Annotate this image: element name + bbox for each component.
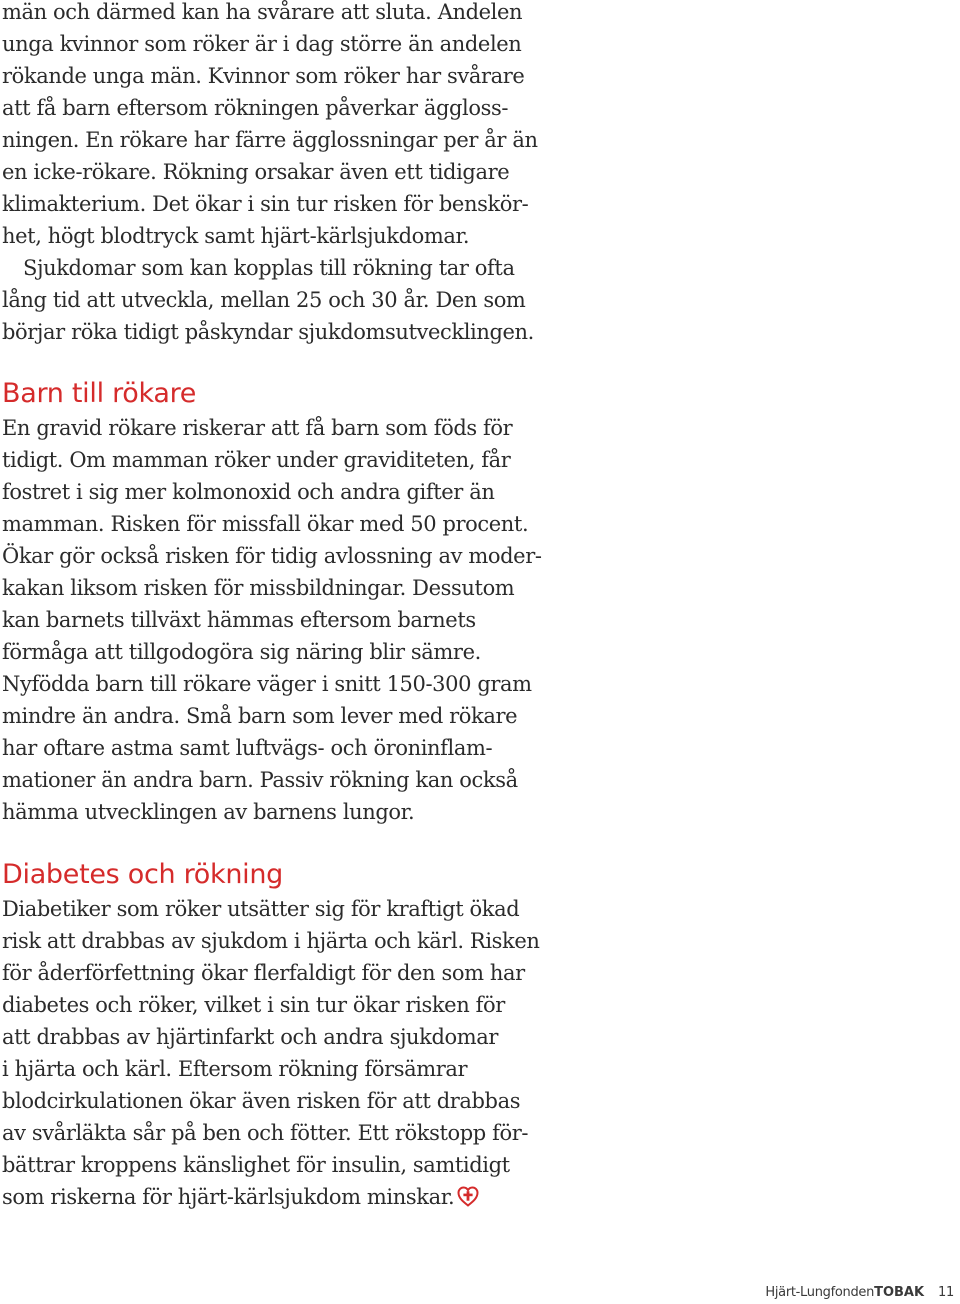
text-line: att drabbas av hjärtinfarkt och andra sjukdomar bbox=[2, 1025, 499, 1049]
text-line: ningen. En rökare har färre ägglossningar per år än bbox=[2, 128, 538, 152]
footer-organization: Hjärt-Lungfonden bbox=[765, 1285, 875, 1300]
text-line: av svårläkta sår på ben och fötter. Ett rökstopp för- bbox=[2, 1121, 529, 1145]
text-line: mamman. Risken för missfall ökar med 50 procent. bbox=[2, 512, 529, 536]
page-footer bbox=[765, 1284, 954, 1302]
children-paragraph bbox=[2, 412, 562, 828]
text-line-content: som riskerna för hjärt-kärlsjukdom minskar. bbox=[2, 1185, 455, 1209]
intro-paragraph bbox=[2, 0, 562, 348]
text-line: risk att drabbas av sjukdom i hjärta och kärl. Risken bbox=[2, 929, 540, 953]
text-line: bättrar kroppens känslighet för insulin, samtidigt bbox=[2, 1153, 510, 1177]
text-line: lång tid att utveckla, mellan 25 och 30 år. Den som bbox=[2, 288, 526, 312]
text-line: blodcirkulationen ökar även risken för att drabbas bbox=[2, 1089, 521, 1113]
text-line: Nyfödda barn till rökare väger i snitt 150-300 gram bbox=[2, 672, 532, 696]
heart-cross-logo-icon bbox=[457, 1184, 479, 1216]
text-line: Diabetiker som röker utsätter sig för kraftigt ökad bbox=[2, 897, 520, 921]
text-line: har oftare astma samt luftvägs- och öroninflam- bbox=[2, 736, 493, 760]
text-line: börjar röka tidigt påskyndar sjukdomsutvecklingen. bbox=[2, 320, 534, 344]
text-line: En gravid rökare riskerar att få barn som föds för bbox=[2, 416, 513, 440]
text-line: Sjukdomar som kan kopplas till rökning tar ofta bbox=[23, 256, 515, 280]
text-line: för åderförfettning ökar flerfaldigt för den som har bbox=[2, 961, 525, 985]
text-line: mationer än andra barn. Passiv rökning kan också bbox=[2, 768, 518, 792]
diabetes-paragraph bbox=[2, 893, 562, 1216]
text-line: hämma utvecklingen av barnens lungor. bbox=[2, 800, 415, 824]
text-line: Ökar gör också risken för tidig avlossning av moder- bbox=[2, 544, 542, 568]
text-line-last bbox=[2, 1181, 562, 1216]
text-line: i hjärta och kärl. Eftersom rökning försämrar bbox=[2, 1057, 468, 1081]
text-line: kakan liksom risken för missbildningar. Dessutom bbox=[2, 576, 515, 600]
text-line: förmåga att tillgodogöra sig näring blir sämre. bbox=[2, 640, 481, 664]
section-heading-children: Barn till rökare bbox=[2, 378, 197, 409]
text-line: tidigt. Om mamman röker under graviditeten, får bbox=[2, 448, 511, 472]
text-line: unga kvinnor som röker är i dag större än andelen bbox=[2, 32, 522, 56]
page-number: 11 bbox=[938, 1285, 954, 1300]
text-line: rökande unga män. Kvinnor som röker har svårare bbox=[2, 64, 525, 88]
text-line: en icke-rökare. Rökning orsakar även ett tidigare bbox=[2, 160, 510, 184]
text-line: män och därmed kan ha svårare att sluta. Andelen bbox=[2, 0, 523, 24]
text-line: mindre än andra. Små barn som lever med rökare bbox=[2, 704, 518, 728]
text-line: diabetes och röker, vilket i sin tur ökar risken för bbox=[2, 993, 505, 1017]
text-line: att få barn eftersom rökningen påverkar äggloss- bbox=[2, 96, 509, 120]
section-heading-diabetes: Diabetes och rökning bbox=[2, 859, 284, 890]
text-line: klimakterium. Det ökar i sin tur risken för benskör- bbox=[2, 192, 529, 216]
text-line: het, högt blodtryck samt hjärt-kärlsjukdomar. bbox=[2, 224, 470, 248]
text-line: kan barnets tillväxt hämmas eftersom barnets bbox=[2, 608, 476, 632]
footer-publication: TOBAK bbox=[874, 1285, 925, 1300]
text-line: fostret i sig mer kolmonoxid och andra gifter än bbox=[2, 480, 495, 504]
